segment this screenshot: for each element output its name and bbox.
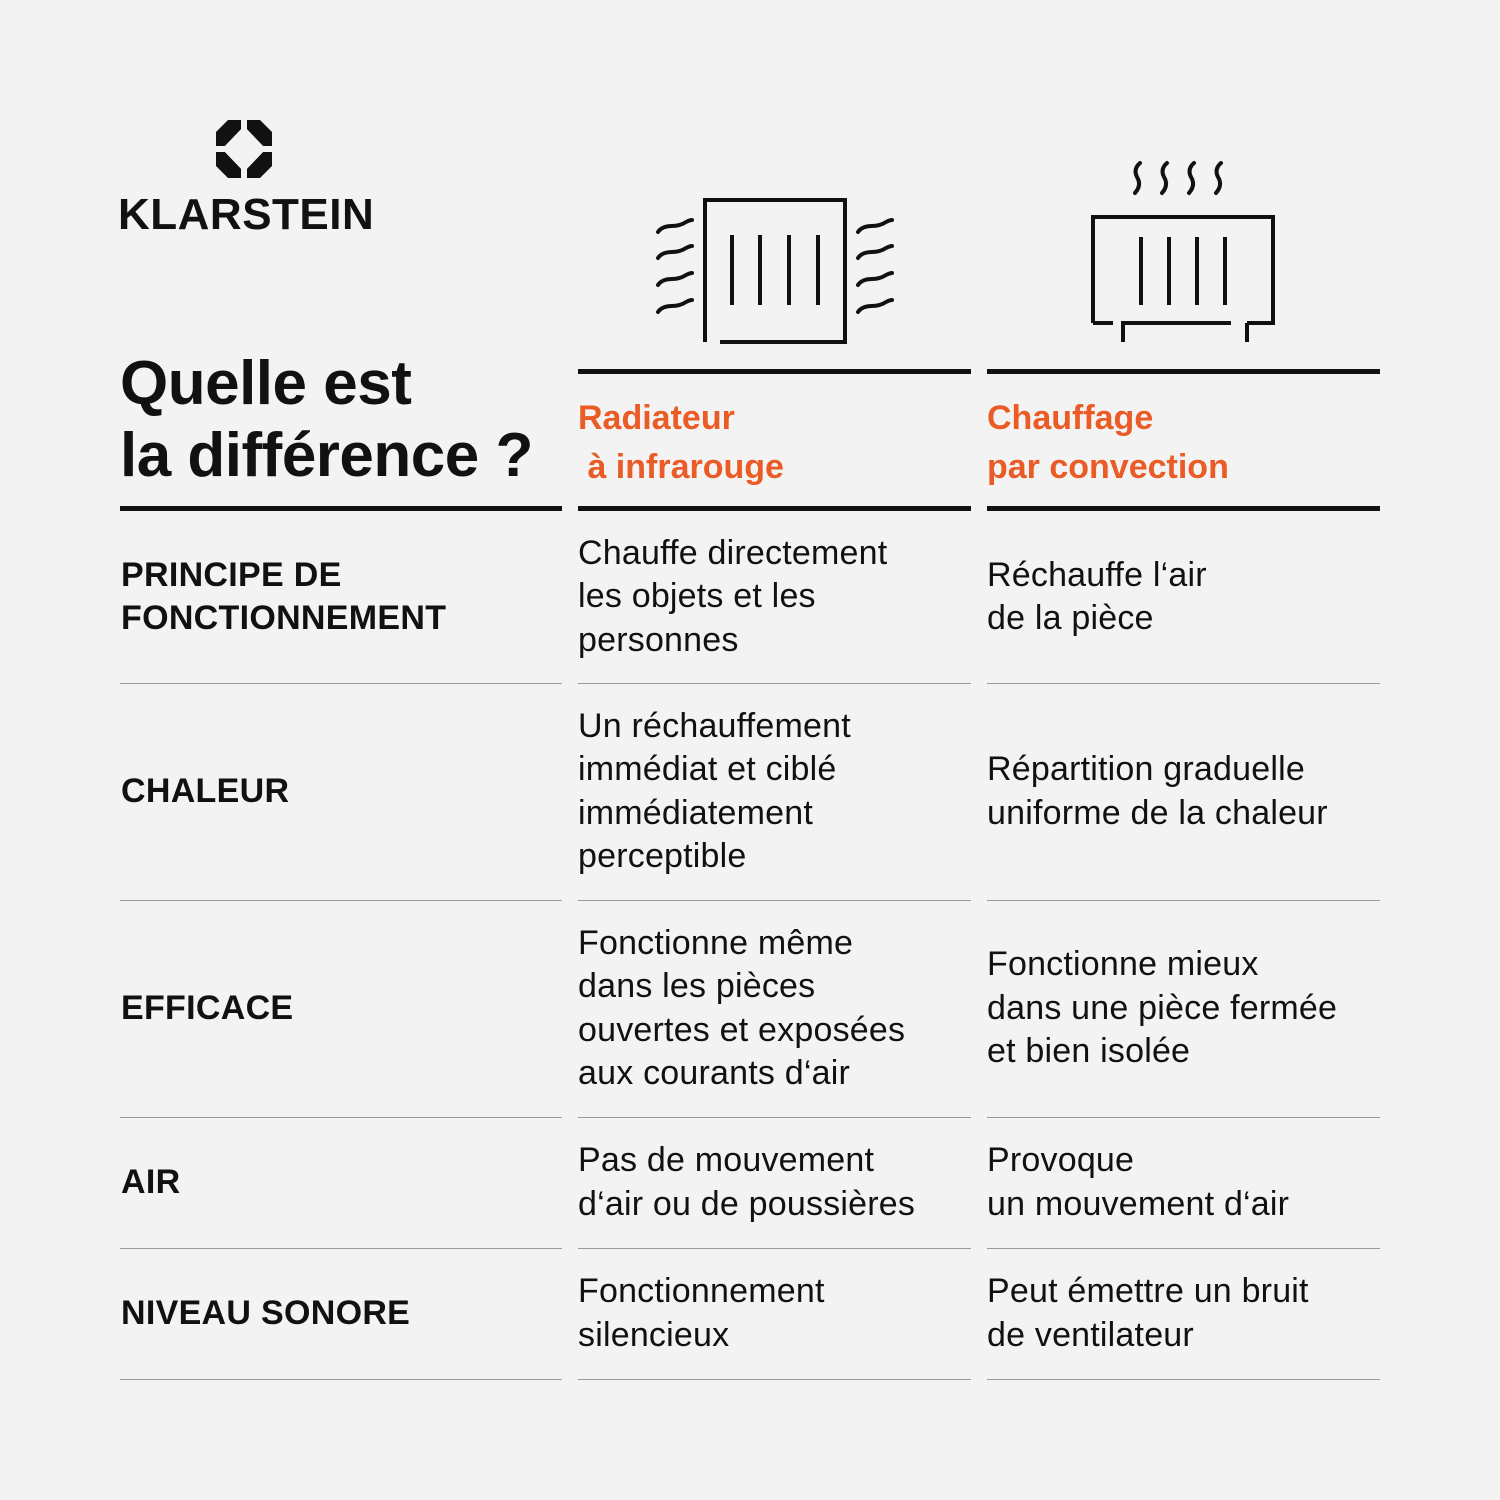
convection-title-line-2: par convection bbox=[987, 448, 1229, 486]
klarstein-diamond-logo-icon bbox=[214, 118, 274, 180]
row-3-convection-cell bbox=[987, 900, 1379, 1117]
cell-text-line: les objets et les bbox=[578, 577, 816, 616]
cell-text-line: dans les pièces bbox=[578, 967, 816, 1005]
cell-text-line: un mouvement d‘air bbox=[987, 1184, 1290, 1223]
page-title-line-1: Quelle est bbox=[120, 349, 412, 418]
cell-text-line: Répartition graduelle bbox=[987, 750, 1305, 788]
page-title-line-2: la différence ? bbox=[120, 421, 533, 490]
row-2-label-cell bbox=[121, 683, 561, 900]
row-label-line: EFFICACE bbox=[121, 989, 294, 1027]
row-4-label-cell bbox=[121, 1117, 561, 1248]
cell-text-line: Peut émettre un bruit bbox=[987, 1272, 1309, 1310]
cell-text-line: Réchauffe l‘air bbox=[987, 555, 1207, 594]
row-label-line: FONCTIONNEMENT bbox=[121, 599, 447, 637]
cell-text-line: Pas de mouvement bbox=[578, 1141, 875, 1179]
row-label-line: AIR bbox=[121, 1163, 181, 1201]
row-4-infrared-cell bbox=[578, 1117, 970, 1248]
cell-text-line: dans une pièce fermée bbox=[987, 988, 1338, 1027]
cell-text-line: de la pièce bbox=[987, 599, 1154, 637]
row-1-convection-cell bbox=[987, 511, 1379, 683]
cell-text-line: immédiatement bbox=[578, 793, 814, 832]
page-title bbox=[120, 348, 560, 492]
row-3-infrared-cell bbox=[578, 900, 970, 1117]
cell-text-line: Fonctionne mieux bbox=[987, 945, 1259, 984]
cell-text-line: Fonctionne même bbox=[578, 923, 854, 962]
infrared-title-line-1: Radiateur bbox=[578, 399, 735, 437]
cell-text-line: et bien isolée bbox=[987, 1032, 1191, 1071]
brand-name: KLARSTEIN bbox=[118, 190, 375, 239]
convection-header-top-rule bbox=[987, 369, 1380, 374]
cell-text-line: d‘air ou de poussières bbox=[578, 1184, 916, 1223]
cell-text-line: uniforme de la chaleur bbox=[987, 793, 1328, 832]
convection-title-line-1: Chauffage bbox=[987, 399, 1154, 437]
row-2-convection-cell bbox=[987, 683, 1379, 900]
cell-text-line: Provoque bbox=[987, 1141, 1135, 1179]
row-divider bbox=[987, 1379, 1380, 1380]
cell-text-line: Chauffe directement bbox=[578, 533, 888, 572]
cell-text-line: de ventilateur bbox=[987, 1315, 1194, 1354]
row-divider bbox=[120, 1379, 562, 1380]
convection-column-title bbox=[987, 394, 1229, 492]
row-5-infrared-cell bbox=[578, 1248, 970, 1379]
row-label-line: PRINCIPE DE bbox=[121, 556, 342, 594]
row-5-convection-cell bbox=[987, 1248, 1379, 1379]
cell-text-line: ouvertes et exposées bbox=[578, 1010, 906, 1049]
row-3-label-cell bbox=[121, 900, 561, 1117]
cell-text-line: immédiat et ciblé bbox=[578, 750, 837, 788]
infrared-panel-heater-icon bbox=[650, 190, 900, 350]
row-label-line: CHALEUR bbox=[121, 772, 290, 810]
row-4-convection-cell bbox=[987, 1117, 1379, 1248]
cell-text-line: perceptible bbox=[578, 837, 747, 875]
cell-text-line: Fonctionnement bbox=[578, 1272, 825, 1310]
infrared-title-line-2: à infrarouge bbox=[578, 448, 784, 486]
row-divider bbox=[578, 1379, 971, 1380]
row-1-label-cell bbox=[121, 511, 561, 683]
row-5-label-cell bbox=[121, 1248, 561, 1379]
cell-text-line: personnes bbox=[578, 620, 739, 659]
cell-text-line: silencieux bbox=[578, 1315, 730, 1354]
row-1-infrared-cell bbox=[578, 511, 970, 683]
cell-text-line: aux courants d‘air bbox=[578, 1054, 850, 1092]
infrared-column-title bbox=[578, 394, 784, 492]
row-2-infrared-cell bbox=[578, 683, 970, 900]
infrared-header-top-rule bbox=[578, 369, 971, 374]
row-label-line: NIVEAU SONORE bbox=[121, 1294, 411, 1332]
cell-text-line: Un réchauffement bbox=[578, 706, 851, 745]
convection-heater-icon bbox=[1085, 155, 1285, 350]
